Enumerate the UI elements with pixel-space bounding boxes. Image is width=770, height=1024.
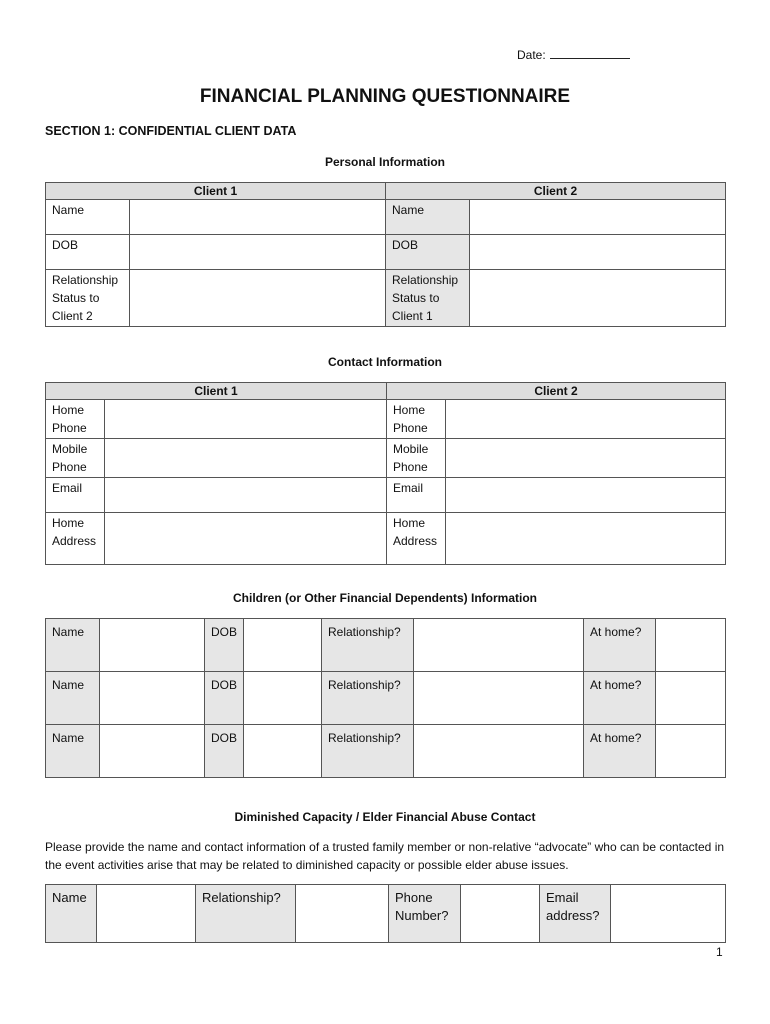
email-label: Email: [46, 478, 105, 513]
client1-header: Client 1: [46, 383, 387, 400]
child-relationship-label: Relationship?: [322, 619, 414, 672]
client2-home-phone-input[interactable]: [446, 400, 726, 439]
child-athome-label: At home?: [584, 619, 656, 672]
child-athome-label: At home?: [584, 672, 656, 725]
child-name-label: Name: [46, 672, 100, 725]
elder-contact-heading: Diminished Capacity / Elder Financial Abuse Contact: [234, 810, 536, 824]
child1-athome-input[interactable]: [656, 619, 726, 672]
child3-name-input[interactable]: [100, 725, 205, 778]
advocate-relationship-label: Relationship?: [196, 885, 296, 943]
child-dob-label: DOB: [205, 619, 244, 672]
child-relationship-label: Relationship?: [322, 672, 414, 725]
date-field: [517, 48, 630, 62]
client1-relationship-input[interactable]: [130, 270, 386, 327]
child-name-label: Name: [46, 619, 100, 672]
page-title: FINANCIAL PLANNING QUESTIONNAIRE: [199, 86, 571, 107]
children-info-table: [45, 618, 726, 778]
client1-home-address-input[interactable]: [105, 513, 387, 565]
personal-info-table: [45, 182, 726, 327]
elder-contact-table: [45, 884, 726, 943]
client1-header: Client 1: [46, 183, 386, 200]
mobile-phone-label: Mobile Phone: [387, 439, 446, 478]
advocate-phone-input[interactable]: [461, 885, 540, 943]
client2-name-input[interactable]: [470, 200, 726, 235]
child2-name-input[interactable]: [100, 672, 205, 725]
child2-relationship-input[interactable]: [414, 672, 584, 725]
home-phone-label: Home Phone: [46, 400, 105, 439]
home-address-label: Home Address: [387, 513, 446, 565]
name-label: Name: [46, 200, 130, 235]
child3-relationship-input[interactable]: [414, 725, 584, 778]
client1-mobile-phone-input[interactable]: [105, 439, 387, 478]
email-label: Email: [387, 478, 446, 513]
child2-athome-input[interactable]: [656, 672, 726, 725]
dob-label: DOB: [386, 235, 470, 270]
personal-info-heading: Personal Information: [324, 155, 446, 169]
child2-dob-input[interactable]: [244, 672, 322, 725]
child1-relationship-input[interactable]: [414, 619, 584, 672]
relationship-status-label: Relationship Status to Client 1: [386, 270, 470, 327]
advocate-name-label: Name: [46, 885, 97, 943]
advocate-name-input[interactable]: [97, 885, 196, 943]
client2-relationship-input[interactable]: [470, 270, 726, 327]
name-label: Name: [386, 200, 470, 235]
contact-info-heading: Contact Information: [328, 355, 442, 369]
elder-contact-paragraph: Please provide the name and contact information of a trusted family member or non-relative “advocate” who can be contacted in the event activities arise that may be related to diminished capacity or possible elder abuse issues.: [45, 840, 725, 872]
client2-header: Client 2: [386, 183, 726, 200]
client2-header: Client 2: [387, 383, 726, 400]
child-relationship-label: Relationship?: [322, 725, 414, 778]
client2-home-address-input[interactable]: [446, 513, 726, 565]
client1-name-input[interactable]: [130, 200, 386, 235]
advocate-email-input[interactable]: [611, 885, 726, 943]
advocate-relationship-input[interactable]: [296, 885, 389, 943]
page-number: 1: [716, 945, 723, 959]
home-phone-label: Home Phone: [387, 400, 446, 439]
client1-dob-input[interactable]: [130, 235, 386, 270]
child3-dob-input[interactable]: [244, 725, 322, 778]
mobile-phone-label: Mobile Phone: [46, 439, 105, 478]
child3-athome-input[interactable]: [656, 725, 726, 778]
contact-info-table: [45, 382, 726, 565]
client2-email-input[interactable]: [446, 478, 726, 513]
child1-dob-input[interactable]: [244, 619, 322, 672]
children-info-heading: Children (or Other Financial Dependents) Information: [232, 591, 538, 605]
date-input-line[interactable]: [550, 48, 630, 59]
home-address-label: Home Address: [46, 513, 105, 565]
relationship-status-label: Relationship Status to Client 2: [46, 270, 130, 327]
client2-mobile-phone-input[interactable]: [446, 439, 726, 478]
child-dob-label: DOB: [205, 672, 244, 725]
child-dob-label: DOB: [205, 725, 244, 778]
dob-label: DOB: [46, 235, 130, 270]
child1-name-input[interactable]: [100, 619, 205, 672]
child-name-label: Name: [46, 725, 100, 778]
client2-dob-input[interactable]: [470, 235, 726, 270]
advocate-phone-label: Phone Number?: [389, 885, 461, 943]
client1-home-phone-input[interactable]: [105, 400, 387, 439]
client1-email-input[interactable]: [105, 478, 387, 513]
section-heading: SECTION 1: CONFIDENTIAL CLIENT DATA: [45, 124, 297, 138]
date-label: Date:: [517, 48, 546, 62]
advocate-email-label: Email address?: [540, 885, 611, 943]
child-athome-label: At home?: [584, 725, 656, 778]
